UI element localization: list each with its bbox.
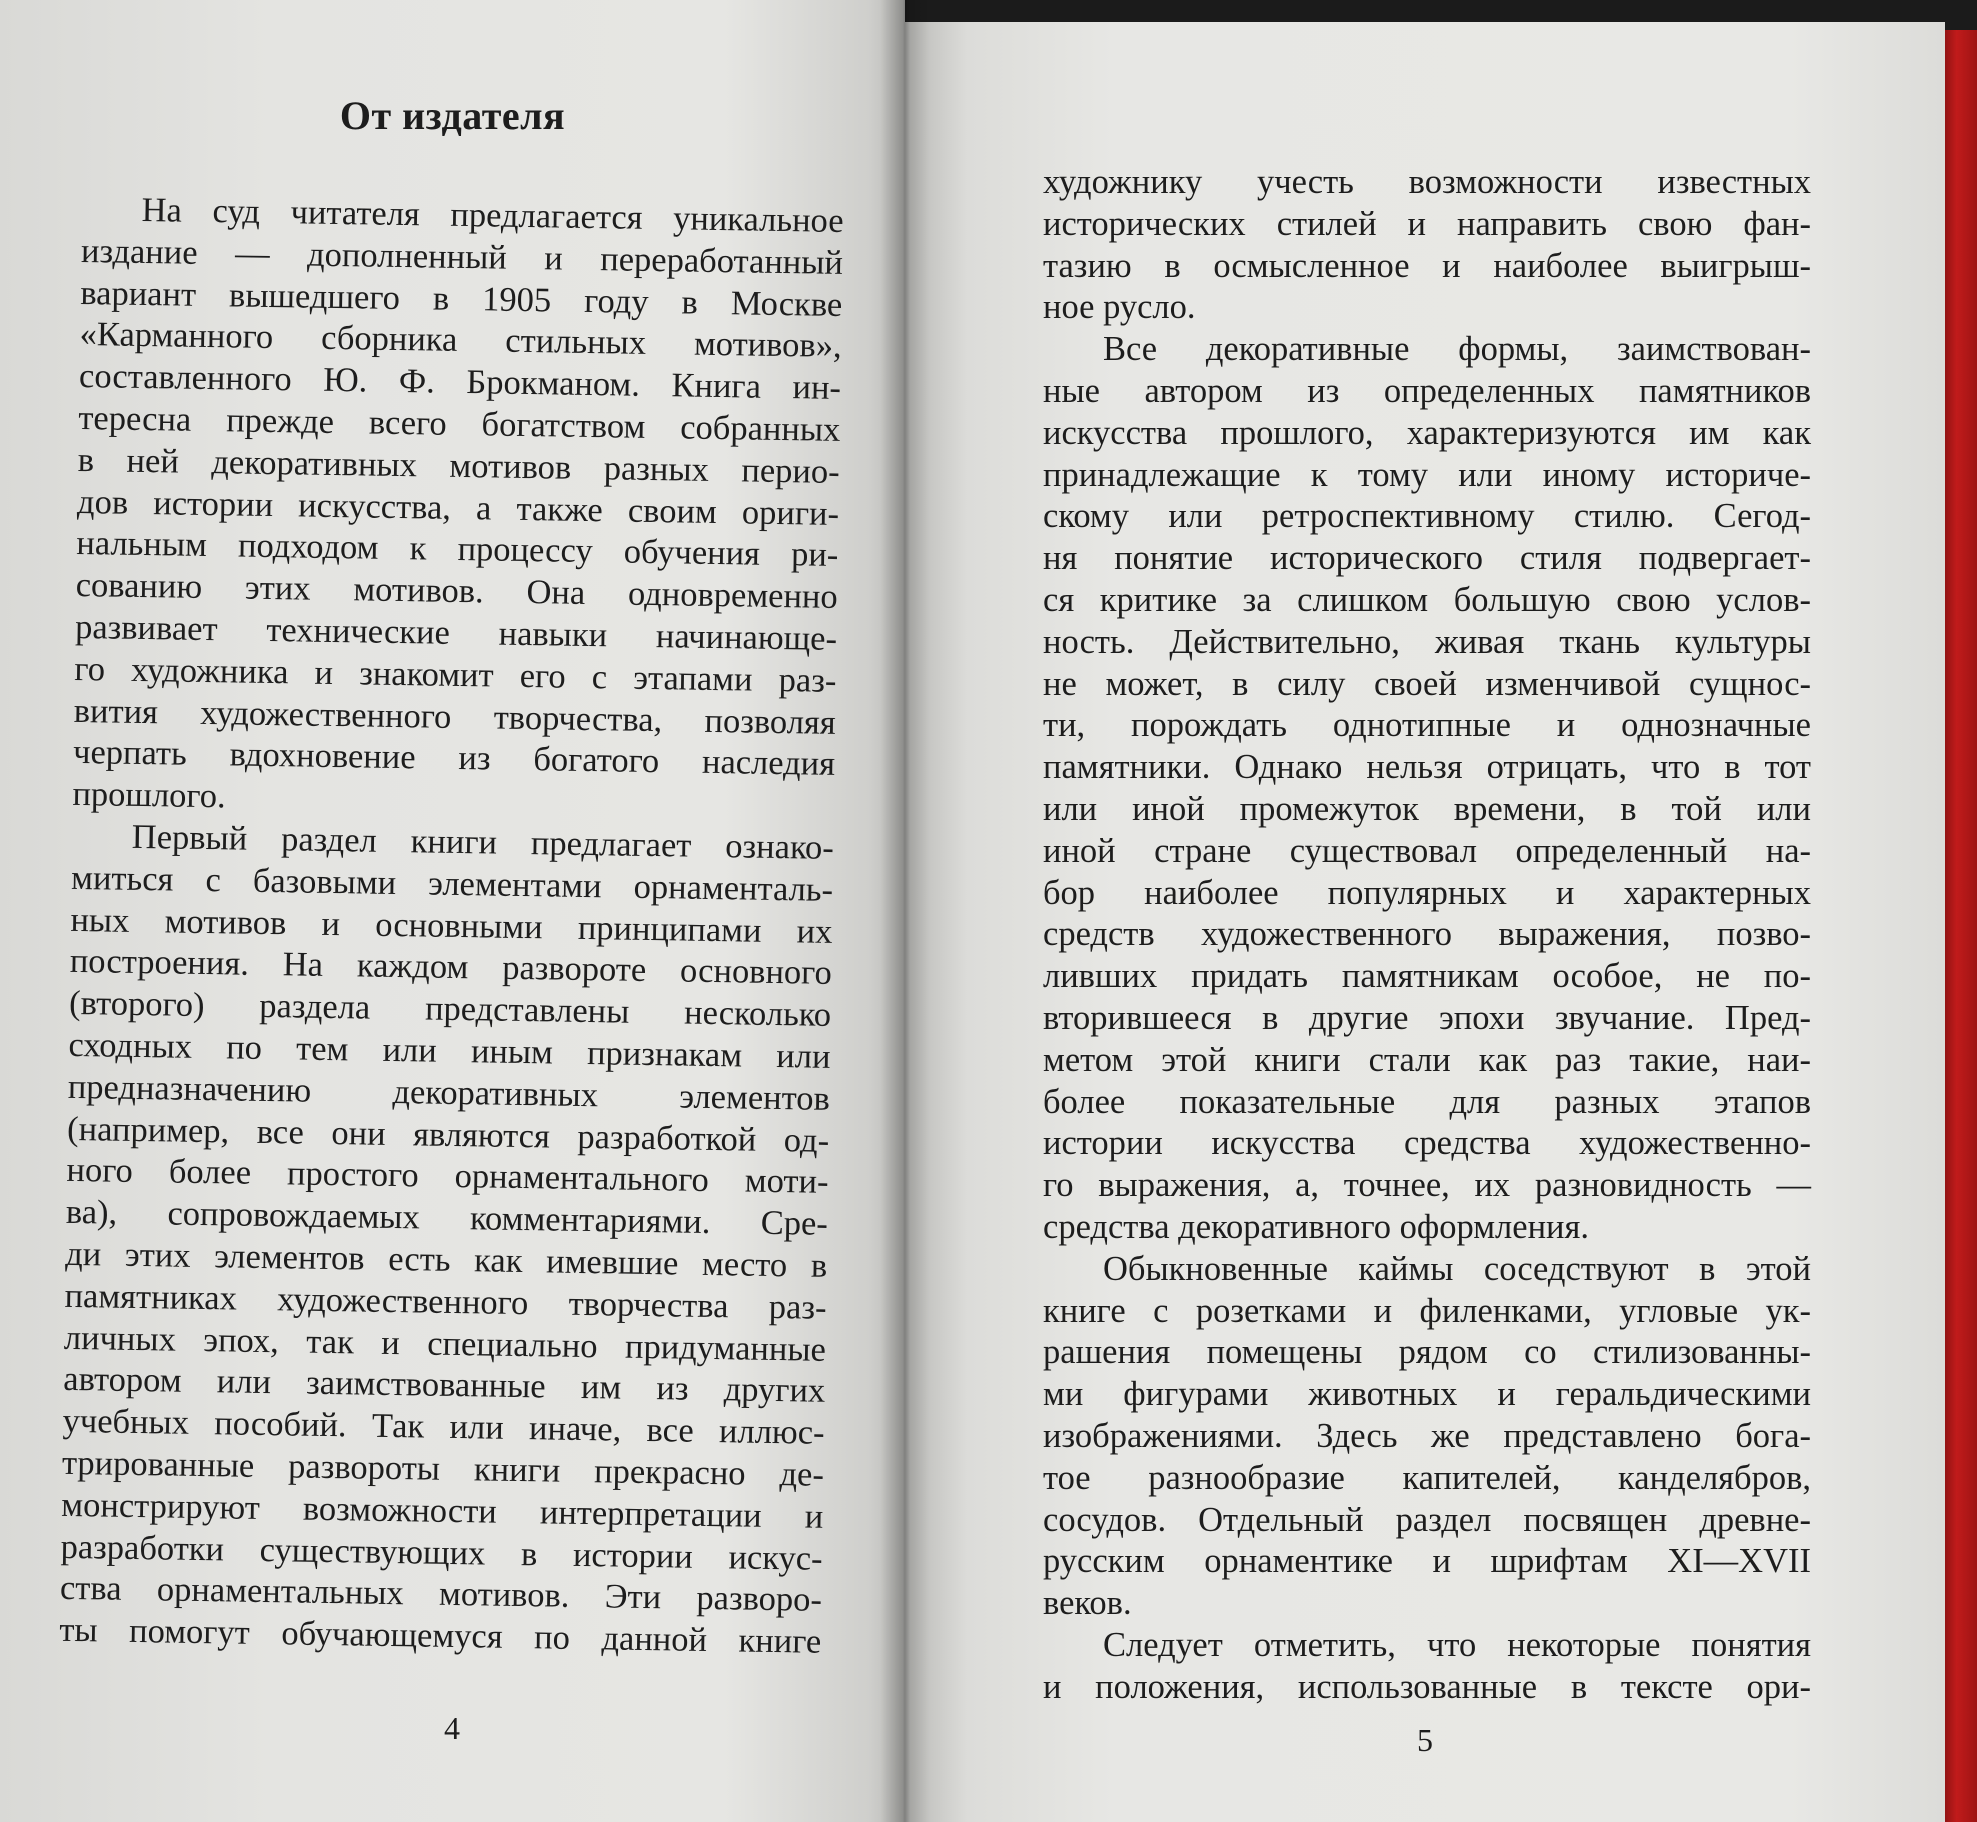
- text-line: миться с базовыми элементами орнаменталь-: [70, 858, 834, 909]
- text-line: го художника и знакомит его с этапами раз-: [74, 649, 837, 700]
- left-page: [0, 0, 905, 1822]
- text-line: ня понятие исторического стиля подвергает-: [1043, 539, 1811, 578]
- text-line: ства орнаментальных мотивов. Эти разворо-: [59, 1569, 823, 1620]
- text-line: составленного Ю. Ф. Брокманом. Книга ин-: [78, 357, 842, 408]
- text-line: ты помогут обучающемуся по данной книге: [59, 1610, 822, 1661]
- text-line: ные автором из определенных памятников: [1043, 371, 1811, 410]
- text-line: истории искусства средства художественно-: [1043, 1124, 1811, 1163]
- text-line: более показательные для разных этапов: [1043, 1082, 1811, 1121]
- text-line: вариант вышедшего в 1905 году в Москве: [80, 273, 843, 324]
- text-line: художнику учесть возможности известных: [1043, 163, 1811, 201]
- text-line: ность. Действительно, живая ткань культуры: [1043, 622, 1811, 661]
- text-line: средств художественного выражения, позво-: [1043, 915, 1811, 954]
- text-line: средства декоративного оформления.: [1043, 1207, 1590, 1246]
- text-line: бор наиболее популярных и характерных: [1043, 873, 1811, 912]
- text-line: тазию в осмысленное и наиболее выигрыш-: [1043, 246, 1811, 285]
- text-line: ное русло.: [1043, 288, 1196, 327]
- text-line: ся критике за слишком большую свою услов-: [1043, 580, 1811, 619]
- text-line: вития художественного творчества, позволяя: [73, 691, 837, 742]
- text-line: издание — дополненный и переработанный: [80, 231, 844, 282]
- text-line: трированные развороты книги прекрасно де-: [61, 1443, 825, 1494]
- text-line: развивает технические навыки начинающе-: [74, 607, 838, 658]
- text-line: русским орнаментике и шрифтам XI—XVII: [1043, 1542, 1811, 1581]
- text-line: ти, порождать однотипные и однозначные: [1043, 706, 1811, 745]
- text-line: ливших придать памятникам особое, не по-: [1043, 957, 1811, 996]
- text-line: дов истории искусства, а также своим ориги-: [76, 482, 840, 533]
- text-line: учебных пособий. Так или иначе, все иллюс-: [62, 1401, 825, 1452]
- text-line: нальным подходом к процессу обучения ри-: [76, 524, 839, 575]
- text-line: принадлежащие к тому или иному историче-: [1043, 455, 1811, 494]
- text-line: не может, в силу своей изменчивой сущнос-: [1043, 664, 1811, 703]
- text-line: рашения помещены рядом со стилизованны-: [1043, 1333, 1811, 1372]
- text-line: монстрируют возможности интерпретации и: [61, 1485, 824, 1536]
- red-cover-edge: [1943, 30, 1977, 1822]
- text-line: вторившееся в другие эпохи звучание. Пред-: [1043, 998, 1811, 1037]
- text-line: (например, все они являются разработкой од-: [66, 1109, 830, 1160]
- text-line: памятниках художественного творчества раз-: [64, 1276, 827, 1327]
- text-line: На суд читателя предлагается уникальное: [141, 190, 844, 240]
- text-line: сосудов. Отдельный раздел посвящен древне-: [1043, 1500, 1811, 1539]
- text-line: и положения, использованные в тексте ори-: [1043, 1667, 1811, 1706]
- text-line: исторических стилей и направить свою фан-: [1043, 204, 1811, 243]
- text-line: го выражения, а, точнее, их разновидность —: [1043, 1166, 1811, 1205]
- right-page-text: [1043, 162, 1811, 1708]
- page-title: От издателя: [339, 93, 566, 138]
- text-line: «Карманного сборника стильных мотивов»,: [79, 315, 842, 366]
- text-line: ва), сопровождаемых комментариями. Сре-: [65, 1193, 829, 1243]
- text-line: или иной промежуток времени, в той или: [1043, 789, 1811, 828]
- right-page: [905, 22, 1945, 1822]
- text-line: черпать вдохновение из богатого наследия: [72, 733, 836, 784]
- text-line: прошлого.: [72, 775, 226, 816]
- text-line: разработки существующих в истории искус-: [60, 1527, 823, 1578]
- left-page-text: [59, 189, 844, 1664]
- text-line: Первый раздел книги предлагает ознако-: [131, 817, 835, 867]
- text-line: личных эпох, так и специально придуманные: [63, 1318, 827, 1369]
- text-line: Все декоративные формы, заимствован-: [1103, 330, 1811, 369]
- text-line: построения. На каждом развороте основного: [69, 942, 833, 993]
- text-line: книге с розетками и филенками, угловые ук-: [1043, 1291, 1811, 1330]
- page-number: 4: [444, 1710, 460, 1746]
- text-line: в ней декоративных мотивов разных перио-: [77, 440, 840, 491]
- text-line: изображениями. Здесь же представлено бога-: [1043, 1416, 1811, 1455]
- text-line: сходных по тем или иным признакам или: [68, 1025, 831, 1076]
- text-line: Обыкновенные каймы соседствуют в этой: [1103, 1249, 1811, 1288]
- text-line: веков.: [1043, 1584, 1132, 1623]
- text-line: автором или заимствованные им из других: [63, 1360, 826, 1411]
- text-line: памятники. Однако нельзя отрицать, что в тот: [1043, 748, 1811, 787]
- text-line: (второго) раздела представлены несколько: [68, 984, 832, 1035]
- text-line: предназначению декоративных элементов: [67, 1067, 831, 1118]
- text-line: ного более простого орнаментального моти-: [66, 1151, 829, 1202]
- text-line: тересна прежде всего богатством собранных: [78, 398, 841, 449]
- text-line: сованию этих мотивов. Она одновременно: [75, 566, 838, 617]
- text-line: метом этой книги стали как раз такие, наи-: [1043, 1040, 1811, 1079]
- text-line: искусства прошлого, характеризуются им как: [1043, 413, 1811, 452]
- text-line: скому или ретроспективному стилю. Сегод-: [1043, 497, 1811, 536]
- text-line: тое разнообразие капителей, канделябров,: [1043, 1458, 1811, 1497]
- page-number: 5: [1417, 1722, 1433, 1758]
- text-line: иной стране существовал определенный на-: [1043, 831, 1811, 870]
- text-line: ми фигурами животных и геральдическими: [1043, 1375, 1811, 1414]
- text-line: Следует отметить, что некоторые понятия: [1103, 1625, 1811, 1664]
- text-line: ных мотивов и основными принципами их: [70, 900, 833, 951]
- text-line: ди этих элементов есть как имевшие место в: [64, 1234, 828, 1285]
